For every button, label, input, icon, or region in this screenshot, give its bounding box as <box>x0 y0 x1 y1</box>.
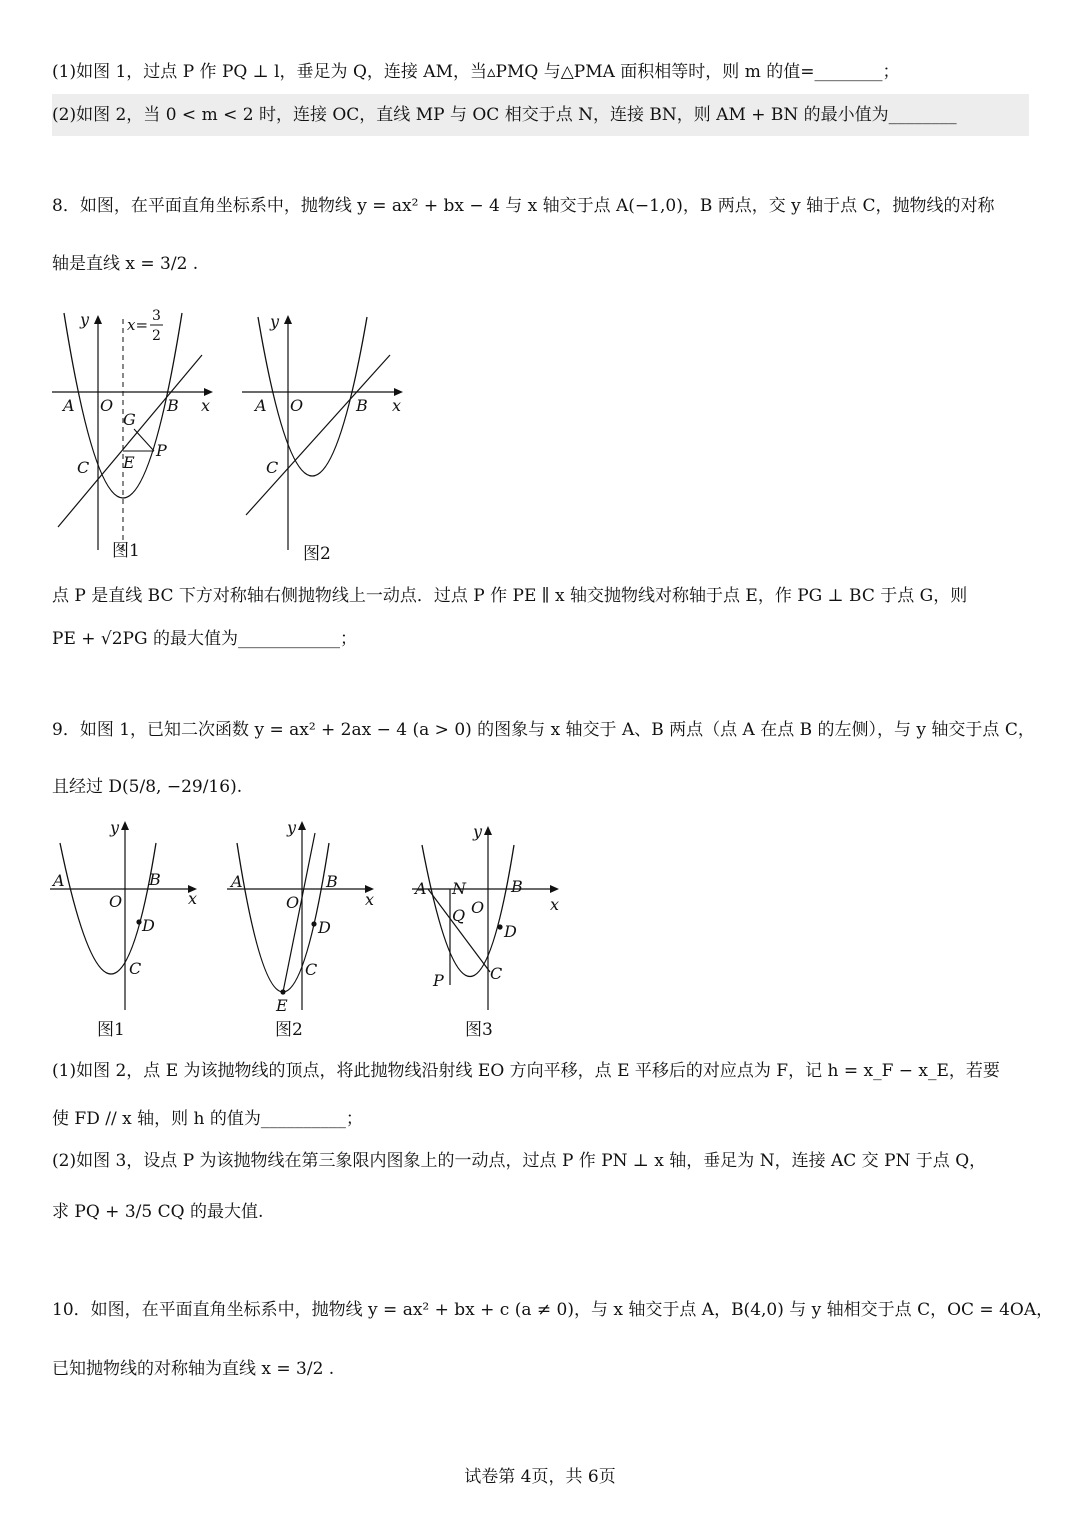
q8-line2: 轴是直线 x = 3/2 . <box>52 254 199 274</box>
q9-fig3-label-y: y <box>473 822 483 841</box>
fig2-label-C: C <box>266 458 279 477</box>
q9-line6: 求 PQ + 3/5 CQ 的最大值. <box>52 1202 264 1222</box>
q9-fig3-caption: 图3 <box>465 1020 493 1040</box>
q8-figure-2 <box>240 305 415 570</box>
fig1-label-E: E <box>123 453 135 472</box>
q9-fig3-label-A: A <box>415 879 427 898</box>
q10-line1: 10．如图，在平面直角坐标系中，抛物线 y = ax² + bx + c (a ≠ 0)，与 x 轴交于点 A，B(4,0) 与 y 轴相交于点 C，OC = 4OA， <box>52 1300 1054 1320</box>
q9-fig1-label-C: C <box>129 959 142 978</box>
q9-figure-1 <box>48 815 208 1015</box>
fig1-label-O: O <box>100 396 114 415</box>
q9-line4: 使 FD // x 轴，则 h 的值为__________； <box>52 1109 363 1129</box>
prev-part1: (1)如图 1，过点 P 作 PQ ⊥ l，垂足为 Q，连接 AM，当▵PMQ 与△PMA 面积相等时，则 m 的值=________； <box>52 62 900 82</box>
q9-fig3-label-x: x <box>550 895 560 914</box>
q9-fig3-label-B: B <box>511 877 523 896</box>
q8-fig2-caption: 图2 <box>303 544 331 564</box>
q9-fig1-caption: 图1 <box>97 1020 125 1040</box>
q9-fig2-label-C: C <box>305 960 318 979</box>
q9-fig2-label-D: D <box>318 918 331 937</box>
fig1-label-C: C <box>77 458 90 477</box>
q9-fig3-label-C: C <box>490 964 503 983</box>
prev-part2: (2)如图 2，当 0 < m < 2 时，连接 OC，直线 MP 与 OC 相交于点 N，连接 BN，则 AM + BN 的最小值为________ <box>52 105 957 125</box>
q9-fig2-caption: 图2 <box>275 1020 303 1040</box>
q9-fig2-label-B: B <box>326 872 338 891</box>
q8-line1: 8．如图，在平面直角坐标系中，抛物线 y = ax² + bx − 4 与 x 轴交于点 A(−1,0)，B 两点，交 y 轴于点 C，抛物线的对称 <box>52 196 995 216</box>
q9-fig1-label-B: B <box>149 870 161 889</box>
fig1-label-P: P <box>156 441 167 460</box>
fig1-label-x: x <box>201 396 211 415</box>
q9-fig1-label-y: y <box>110 818 120 837</box>
fig1-label-B: B <box>167 396 179 415</box>
fig1-label-A: A <box>63 396 75 415</box>
fig1-label-y: y <box>80 310 90 329</box>
q9-fig2-label-y: y <box>287 818 297 837</box>
q9-fig2-label-O: O <box>286 893 300 912</box>
q9-fig1-label-x: x <box>188 889 198 908</box>
q9-fig1-label-O: O <box>109 892 123 911</box>
q9-fig3-label-Q: Q <box>452 906 466 925</box>
page-footer: 试卷第 4页，共 6页 <box>464 1467 616 1487</box>
q9-fig1-label-A: A <box>53 871 65 890</box>
q8-figure-1 <box>50 305 225 570</box>
q9-figure-3 <box>410 820 570 1015</box>
q9-fig3-label-P: P <box>433 971 444 990</box>
q9-fig2-label-x: x <box>365 890 375 909</box>
q9-fig1-label-D: D <box>142 916 155 935</box>
fig2-label-B: B <box>356 396 368 415</box>
fig2-label-y: y <box>270 312 280 331</box>
fig2-label-A: A <box>255 396 267 415</box>
q9-line1: 9．如图 1，已知二次函数 y = ax² + 2ax − 4 (a > 0) 的图象与 x 轴交于 A、B 两点（点 A 在点 B 的左侧），与 y 轴交于点 C， <box>52 720 1035 740</box>
q9-fig2-label-E: E <box>276 996 288 1015</box>
q8-line3: 点 P 是直线 BC 下方对称轴右侧抛物线上一动点．过点 P 作 PE ∥ x 轴交抛物线对称轴于点 E，作 PG ⊥ BC 于点 G，则 <box>52 586 968 606</box>
fig1-label-axis-eq: x= <box>127 316 149 334</box>
q9-fig2-label-A: A <box>231 872 243 891</box>
q10-line2: 已知抛物线的对称轴为直线 x = 3/2 . <box>52 1359 335 1379</box>
fig1-label-axis-den: 2 <box>152 328 161 344</box>
q9-fig3-label-N: N <box>452 879 466 898</box>
fig2-label-O: O <box>290 396 304 415</box>
q9-figure-2 <box>225 815 385 1015</box>
q9-line3: (1)如图 2，点 E 为该抛物线的顶点，将此抛物线沿射线 EO 方向平移，点 E 平移后的对应点为 F，记 h = x_F − x_E，若要 <box>52 1061 1000 1081</box>
fig2-label-x: x <box>392 396 402 415</box>
q9-fig3-label-O: O <box>471 898 485 917</box>
fig1-label-axis-num: 3 <box>152 308 161 324</box>
fig1-label-G: G <box>123 410 136 429</box>
q9-fig3-label-D: D <box>504 922 517 941</box>
q8-fig1-caption: 图1 <box>112 541 140 561</box>
q8-line4: PE + √2PG 的最大值为____________； <box>52 629 357 649</box>
q9-line2: 且经过 D(5/8, −29/16). <box>52 777 243 797</box>
q9-line5: (2)如图 3，设点 P 为该抛物线在第三象限内图象上的一动点，过点 P 作 PN ⊥ x 轴，垂足为 N，连接 AC 交 PN 于点 Q， <box>52 1151 987 1171</box>
